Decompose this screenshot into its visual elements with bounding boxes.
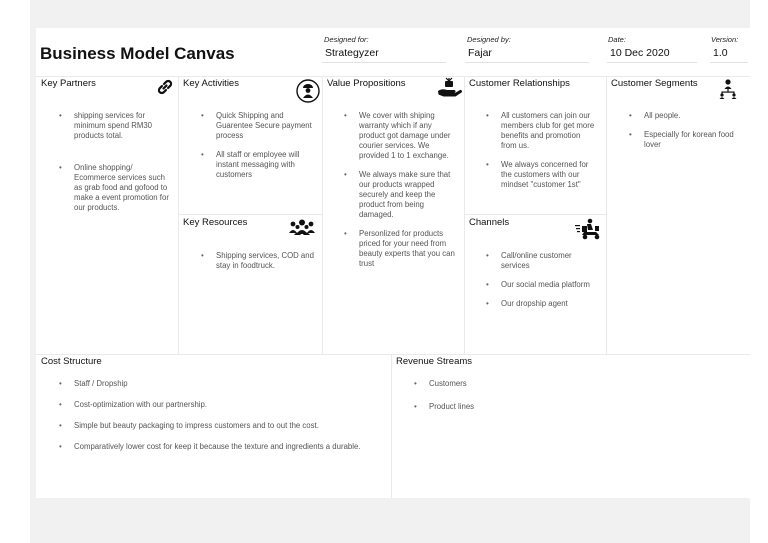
list-item: • Quick Shipping and Guarentee Secure payment process <box>216 111 316 141</box>
date-label: Date: <box>608 35 626 44</box>
customer-relationships-title: Customer Relationships <box>469 78 570 89</box>
revenue-streams-title: Revenue Streams <box>396 356 473 367</box>
list-item: • Shipping services, COD and stay in foodtruck. <box>216 251 316 271</box>
list-item: • shipping services for minimum spend RM30 products total. <box>74 111 174 141</box>
version-label: Version: <box>711 35 739 44</box>
list-item: • Customers <box>429 379 729 389</box>
designed-for-label: Designed for: <box>324 35 369 44</box>
channels-list <box>501 251 598 318</box>
key-activities-title: Key Activities <box>183 78 239 89</box>
customer-segments-title: Customer Segments <box>611 78 698 89</box>
date-field[interactable]: 10 Dec 2020 <box>607 45 697 63</box>
list-item: • Comparatively lower cost for keep it because the texture and ingredients a durable. <box>74 442 379 452</box>
key-activities-block <box>178 74 322 214</box>
cost-structure-title: Cost Structure <box>41 356 102 367</box>
cost-structure-block <box>36 352 391 498</box>
list-item: • Our dropship agent <box>501 299 598 309</box>
list-item: • We cover with shiping warranty which if any product got damage under courier services. We provided 1 to 1 exchange. <box>359 111 459 161</box>
revenue-streams-block <box>391 352 750 498</box>
customer-segments-list <box>644 111 744 159</box>
worker-icon <box>296 79 320 103</box>
list-item: • All staff or employee will instant messaging with customers <box>216 150 316 180</box>
delivery-icon <box>574 218 604 240</box>
team-icon <box>288 218 316 236</box>
key-partners-title: Key Partners <box>41 78 96 89</box>
key-resources-list <box>216 251 316 280</box>
list-item: • Staff / Dropship <box>74 379 379 389</box>
key-resources-block <box>178 214 322 354</box>
channels-block <box>464 214 606 354</box>
designed-for-field[interactable]: Strategyzer <box>322 45 446 63</box>
hierarchy-icon <box>719 79 737 99</box>
cost-structure-list <box>74 379 379 461</box>
revenue-streams-list <box>429 379 729 421</box>
customer-segments-block <box>606 74 750 354</box>
list-item: • All customers can join our members club for get more benefits and promotion from us. <box>501 111 598 151</box>
key-partners-list <box>74 111 174 222</box>
channels-title: Channels <box>469 217 510 228</box>
list-item: • Cost-optimization with our partnership. <box>74 400 379 410</box>
list-item: • We always concerned for the customers with our mindset "customer 1st" <box>501 160 598 190</box>
link-icon <box>156 78 174 96</box>
gift-hand-icon <box>436 77 462 97</box>
designed-by-field[interactable]: Fajar <box>465 45 589 63</box>
list-item: • Personlized for products priced for your need from beauty experts that you can trust <box>359 229 459 269</box>
key-resources-title: Key Resources <box>183 217 248 228</box>
list-item: • We always make sure that our products wrapped securely and keep the product from being damaged. <box>359 170 459 220</box>
list-item: • All people. <box>644 111 744 121</box>
list-item: • Product lines <box>429 402 729 412</box>
list-item: • Simple but beauty packaging to impress customers and to out the cost. <box>74 421 379 431</box>
page-title: Business Model Canvas <box>40 44 235 63</box>
value-propositions-title: Value Propositions <box>327 78 406 89</box>
list-item: • Especially for korean food lover <box>644 130 744 150</box>
list-item: • Call/online customer services <box>501 251 598 271</box>
key-activities-list <box>216 111 316 189</box>
customer-relationships-block <box>464 74 606 214</box>
list-item: • Online shopping/ Ecommerce services such as grab food and gofood to make a event promotion for our products. <box>74 163 174 213</box>
value-propositions-block <box>322 74 464 354</box>
value-propositions-list <box>359 111 459 278</box>
version-field[interactable]: 1.0 <box>710 45 748 63</box>
customer-relationships-list <box>501 111 598 199</box>
key-partners-block <box>36 74 178 354</box>
list-item: • Our social media platform <box>501 280 598 290</box>
designed-by-label: Designed by: <box>467 35 511 44</box>
